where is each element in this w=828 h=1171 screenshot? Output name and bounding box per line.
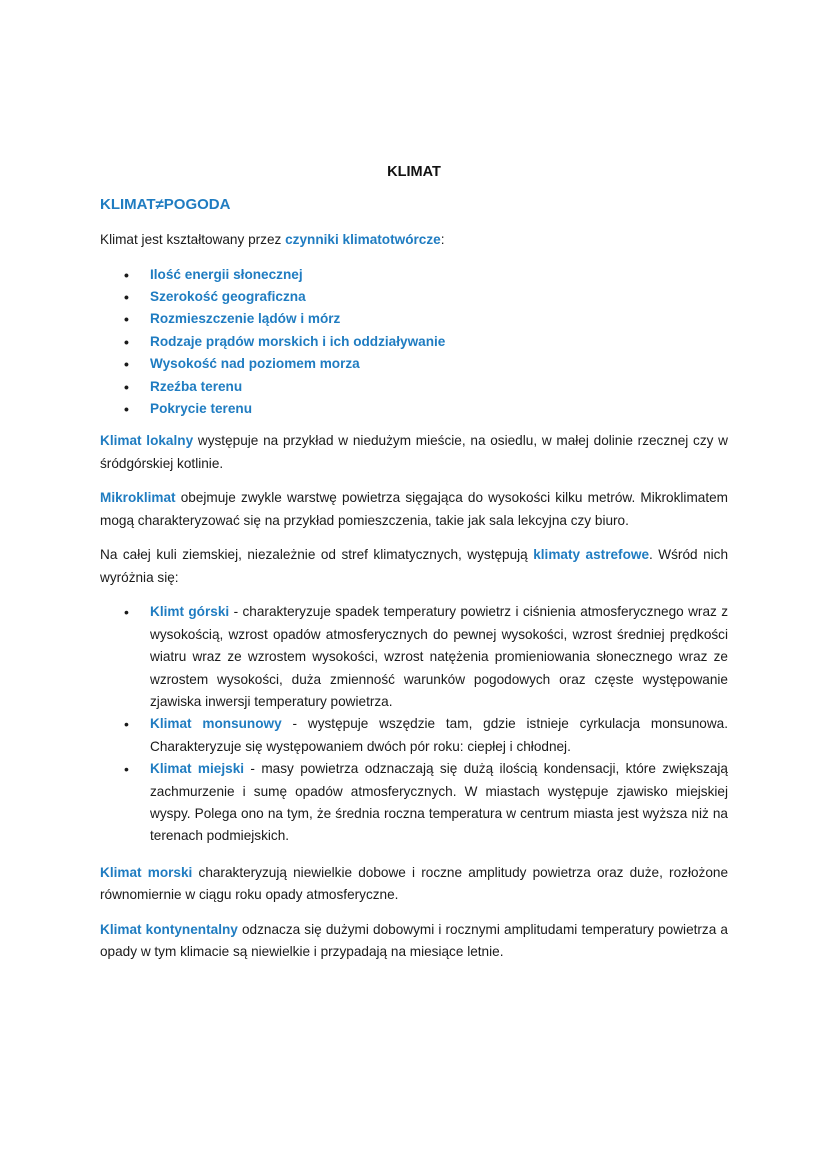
continental-climate-paragraph [100,919,728,964]
factor-label: Rozmieszczenie lądów i mórz [150,311,341,327]
bullet-icon: • [124,716,129,733]
bullet-icon: • [124,356,129,373]
continental-climate-term: Klimat kontynentalny [100,921,238,937]
azonal-text-end: . Wśród nich wyróżnia się: [100,547,729,585]
azonal-climates-paragraph [100,544,728,589]
factor-label: Szerokość geograficzna [150,288,306,304]
document-title: KLIMAT [387,164,441,180]
bullet-icon: • [124,378,129,395]
section-heading: KLIMAT≠POGODA [100,196,231,213]
list-item [100,376,728,398]
continental-climate-text: odznacza się dużymi dobowymi i rocznymi amplitudami temperatury powietrza a opady w tym klimacie są niewielkie i przypadają na miesiące letnie. [100,921,728,960]
factor-label: Rzeźba terenu [150,378,243,394]
intro-highlight: czynniki klimatotwórcze [285,232,441,247]
local-climate-paragraph [100,430,728,475]
factor-label: Wysokość nad poziomem morza [150,356,360,372]
document-body [100,229,728,976]
marine-climate-paragraph [100,862,728,907]
bullet-icon: • [124,311,129,328]
list-item [100,308,728,330]
azonal-text: Na całej kuli ziemskiej, niezależnie od stref klimatycznych, występują [100,547,534,563]
factor-label: Ilość energii słonecznej [150,266,303,282]
factor-label: Pokrycie terenu [150,400,252,416]
microclimate-paragraph [100,487,728,532]
bullet-icon: • [124,761,129,778]
mountain-climate-term: Klimt górski [150,604,230,620]
urban-climate-text: - masy powietrza odznaczają się dużą ilością kondensacji, które zwiększają zachmurzenie i sumę opadów atmosferycznych. W miastach występuje zjawisko miejskiej wyspy. Polega ono na tym, że średnia roczna temperatura w centrum miasta jest wyższa niż na terenach podmiejskich. [150,761,728,844]
intro-colon: : [440,232,445,247]
intro-paragraph [100,229,728,252]
list-item [100,758,728,848]
bullet-icon: • [124,333,129,350]
azonal-climates-list [100,601,728,847]
marine-climate-term: Klimat morski [100,864,193,880]
list-item [100,331,728,353]
monsoon-climate-text: - występuje wszędzie tam, gdzie istnieje cyrkulacja monsunowa. Charakteryzuje się występowaniem dwóch pór roku: ciepłej i chłodnej. [150,716,729,754]
azonal-term: klimaty astrefowe [533,547,650,563]
list-item [100,264,728,286]
list-item [100,353,728,375]
local-climate-text: występuje na przykład w niedużym mieście, na osiedlu, w małej dolinie rzecznej czy w śródgórskiej kotlinie. [100,433,728,471]
microclimate-text: obejmuje zwykle warstwę powietrza sięgająca do wysokości kilku metrów. Mikroklimatem mogą charakteryzować się na przykład pomieszczenia, takie jak sala lekcyjna czy biuro. [100,490,728,528]
local-climate-term: Klimat lokalny [100,433,194,449]
mountain-climate-text: - charakteryzuje spadek temperatury powietrz i ciśnienia atmosferycznego wraz z wysokością, wzrost opadów atmosferycznych do pewnej wysokości, wzrost średniej prędkości wiatru wraz ze wzrostem wysokości, wzrost natężenia promieniowania słonecznego wraz ze wzrostem wysokości, duża zmienność warunków pogodowych oraz częste występowanie zjawiska inwersji temperatury powietrza. [150,604,728,709]
intro-text: Klimat jest kształtowany przez [100,232,286,247]
bullet-icon: • [124,288,129,305]
climate-factors-list [100,264,728,421]
list-item [100,398,728,420]
list-item [100,286,728,308]
bullet-icon: • [124,266,129,283]
factor-label: Rodzaje prądów morskich i ich oddziaływanie [150,333,446,349]
bullet-icon: • [124,604,129,621]
list-item [100,713,728,758]
urban-climate-term: Klimat miejski [150,761,245,777]
monsoon-climate-term: Klimat monsunowy [150,716,282,732]
microclimate-term: Mikroklimat [100,490,176,506]
list-item [100,601,728,713]
marine-climate-text: charakteryzują niewielkie dobowe i roczne amplitudy powietrza oraz duże, rozłożone równomiernie w ciągu roku opady atmosferyczne. [100,864,728,903]
bullet-icon: • [124,400,129,417]
